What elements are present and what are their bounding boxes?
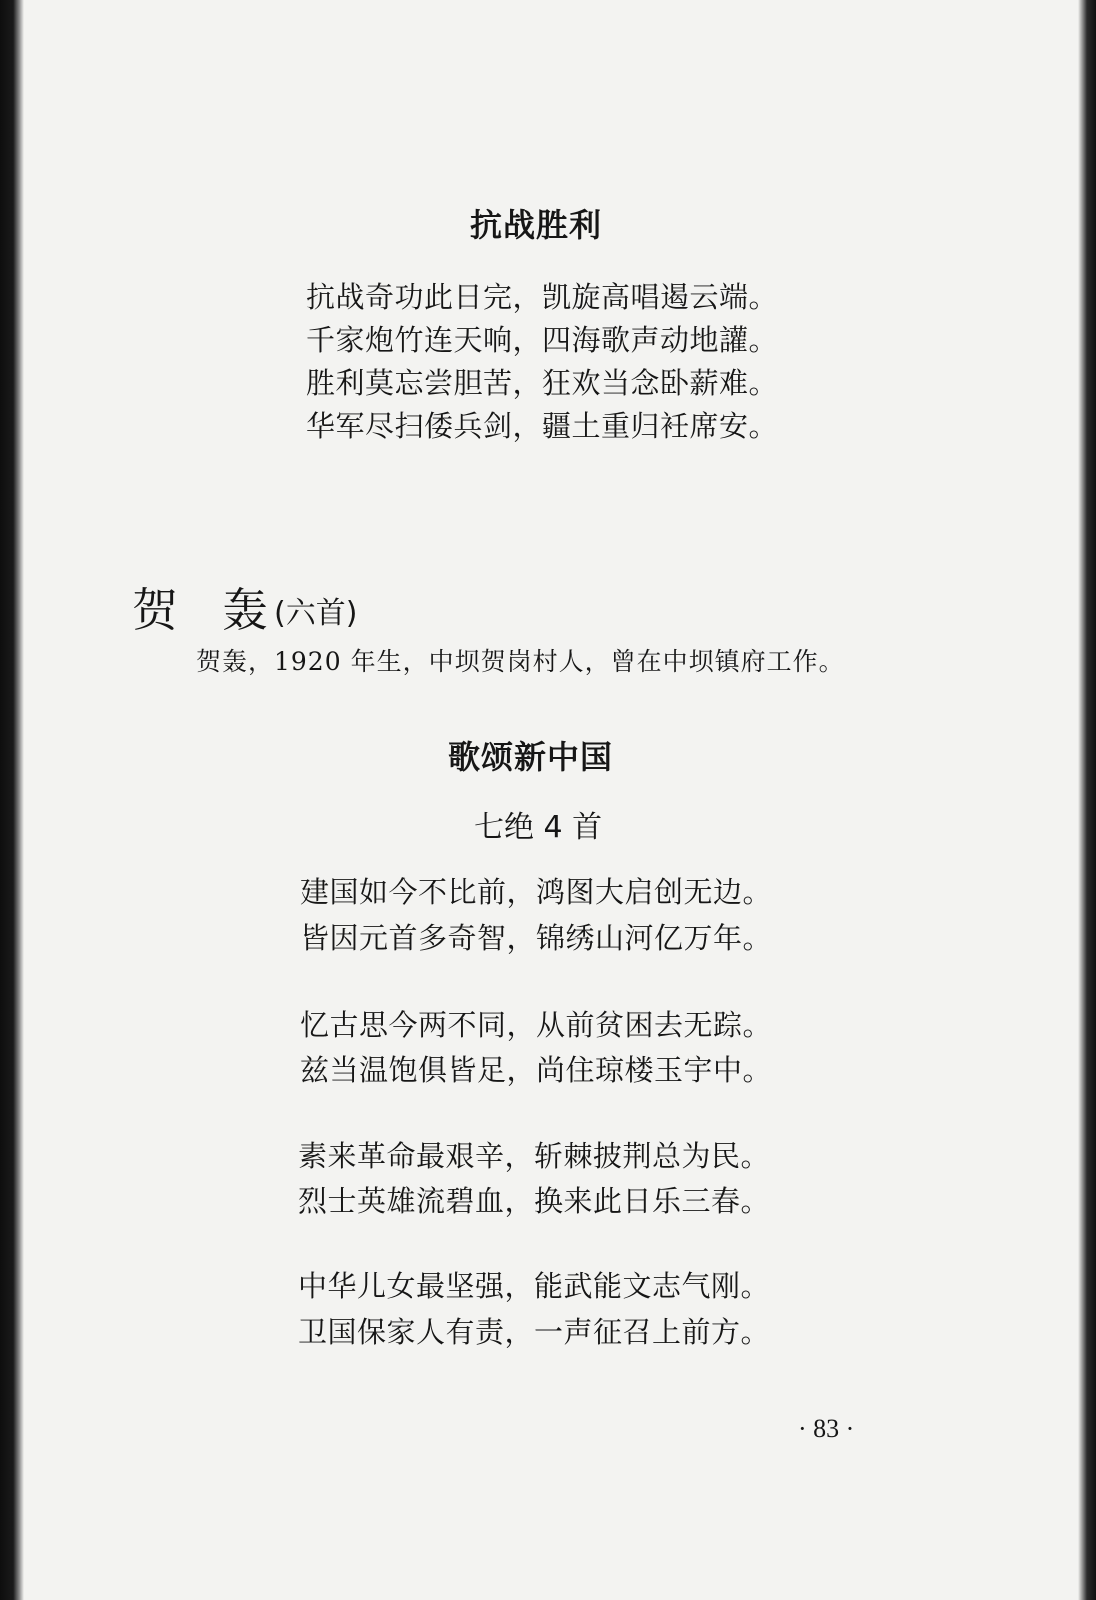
stanza-line: 兹当温饱俱皆足，尚住琼楼玉宇中。 (300, 1053, 773, 1087)
author-bio: 贺轰，1920 年生，中坝贺岗村人，曾在中坝镇府工作。 (196, 647, 845, 676)
poem-title: 歌颂新中国 (448, 738, 614, 776)
poem-form-label: 七绝 4 首 (474, 810, 603, 845)
stanza-line: 忆古思今两不同，从前贫困去无踪。 (300, 1008, 773, 1042)
stanza-line: 中华儿女最坚强，能武能文志气刚。 (298, 1269, 771, 1303)
stanza-line: 皆因元首多奇智，锦绣山河亿万年。 (300, 921, 773, 955)
stanza-line: 烈士英雄流碧血，换来此日乐三春。 (298, 1184, 771, 1218)
author-poem-count: (六首) (274, 596, 358, 631)
scan-edge-right (1078, 0, 1096, 1600)
poem-title: 抗战胜利 (470, 206, 603, 244)
poem-line: 华军尽扫倭兵剑，疆土重归衽席安。 (306, 409, 779, 443)
author-name-family: 轰 (222, 583, 268, 637)
page-number: · 83 · (798, 1414, 855, 1443)
scan-edge-left (0, 0, 24, 1600)
stanza-line: 卫国保家人有责，一声征召上前方。 (298, 1315, 771, 1349)
poem-line: 胜利莫忘尝胆苦，狂欢当念卧薪难。 (306, 366, 779, 400)
stanza-line: 建国如今不比前，鸿图大启创无边。 (300, 875, 773, 909)
poem-line: 千家炮竹连天响，四海歌声动地讙。 (306, 323, 779, 357)
poem-line: 抗战奇功此日完，凯旋高唱遏云端。 (306, 280, 779, 314)
author-name-given: 贺 (132, 583, 178, 637)
stanza-line: 素来革命最艰辛，斩棘披荆总为民。 (298, 1139, 771, 1173)
